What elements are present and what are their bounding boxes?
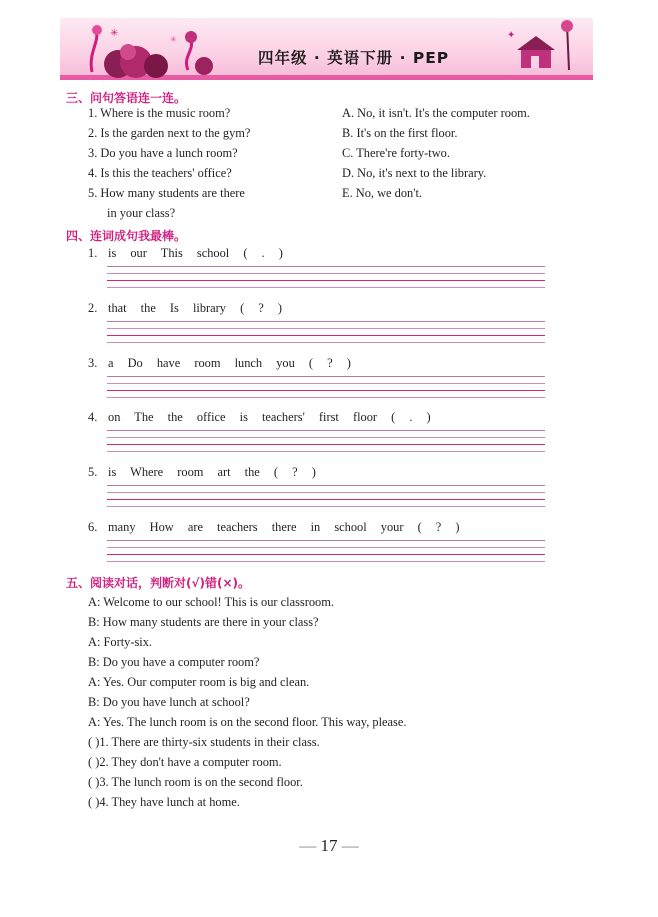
- dialogue-line: A: Forty-six.: [88, 635, 153, 649]
- section-5-title: 五、阅读对话，判断对(√)错(×)。: [66, 576, 250, 590]
- item-number: 6.: [88, 520, 98, 534]
- dialogue-line: A: Welcome to our school! This is our classroom.: [88, 595, 334, 609]
- writing-lines-4[interactable]: [107, 430, 545, 452]
- footer-dash-left: —: [299, 836, 321, 855]
- judgment-statement-2[interactable]: ( )2. They don't have a computer room.: [88, 755, 282, 769]
- page-footer: [0, 836, 658, 856]
- question-4: 4. Is this the teachers' office?: [88, 166, 232, 180]
- page-header: [60, 18, 593, 80]
- scramble-item-3: [88, 356, 351, 371]
- answer-a: A. No, it isn't. It's the computer room.: [342, 106, 530, 120]
- writing-lines-1[interactable]: [107, 266, 545, 288]
- house-decoration-icon: [503, 18, 583, 76]
- question-3: 3. Do you have a lunch room?: [88, 146, 238, 160]
- item-number: 5.: [88, 465, 98, 479]
- writing-lines-5[interactable]: [107, 485, 545, 507]
- svg-text:✦: ✦: [507, 30, 516, 41]
- question-2: 2. Is the garden next to the gym?: [88, 126, 251, 140]
- answer-b: B. It's on the first floor.: [342, 126, 458, 140]
- question-5: 5. How many students are there: [88, 186, 245, 200]
- item-words: that the Is library ( ? ): [108, 301, 283, 315]
- dialogue-line: A: Yes. The lunch room is on the second floor. This way, please.: [88, 715, 407, 729]
- item-number: 3.: [88, 356, 98, 370]
- scramble-item-5: [88, 465, 316, 480]
- question-5-cont: in your class?: [107, 206, 176, 220]
- header-title: 四年级 · 英语下册 · PEP: [258, 49, 450, 67]
- dialogue-line: A: Yes. Our computer room is big and clean.: [88, 675, 310, 689]
- item-words: is Where room art the ( ? ): [108, 465, 316, 479]
- item-words: many How are teachers there in school your ( ? ): [108, 520, 460, 534]
- page-number: 17: [320, 836, 338, 855]
- svg-text:✳: ✳: [110, 28, 119, 39]
- scramble-item-6: [88, 520, 460, 535]
- item-words: on The the office is teachers' first floor ( . ): [108, 410, 431, 424]
- question-1: 1. Where is the music room?: [88, 106, 231, 120]
- writing-lines-2[interactable]: [107, 321, 545, 343]
- writing-lines-6[interactable]: [107, 540, 545, 562]
- judgment-statement-3[interactable]: ( )3. The lunch room is on the second floor.: [88, 775, 303, 789]
- section-4-title: 四、连词成句我最棒。: [66, 229, 187, 243]
- judgment-statement-4[interactable]: ( )4. They have lunch at home.: [88, 795, 240, 809]
- dialogue-line: B: How many students are there in your class?: [88, 615, 319, 629]
- answer-e: E. No, we don't.: [342, 186, 423, 200]
- footer-dash-right: —: [337, 836, 359, 855]
- item-number: 4.: [88, 410, 98, 424]
- flower-decoration-icon: [70, 22, 220, 78]
- scramble-item-1: [88, 246, 283, 261]
- item-number: 1.: [88, 246, 98, 260]
- item-number: 2.: [88, 301, 98, 315]
- answer-c: C. There're forty-two.: [342, 146, 450, 160]
- svg-text:✳: ✳: [170, 35, 177, 44]
- writing-lines-3[interactable]: [107, 376, 545, 398]
- item-words: a Do have room lunch you ( ? ): [108, 356, 351, 370]
- dialogue-line: B: Do you have a computer room?: [88, 655, 260, 669]
- item-words: is our This school ( . ): [108, 246, 283, 260]
- answer-d: D. No, it's next to the library.: [342, 166, 487, 180]
- section-3-title: 三、问句答语连一连。: [66, 91, 187, 105]
- scramble-item-2: [88, 301, 282, 316]
- judgment-statement-1[interactable]: ( )1. There are thirty-six students in their class.: [88, 735, 320, 749]
- scramble-item-4: [88, 410, 431, 425]
- dialogue-line: B: Do you have lunch at school?: [88, 695, 250, 709]
